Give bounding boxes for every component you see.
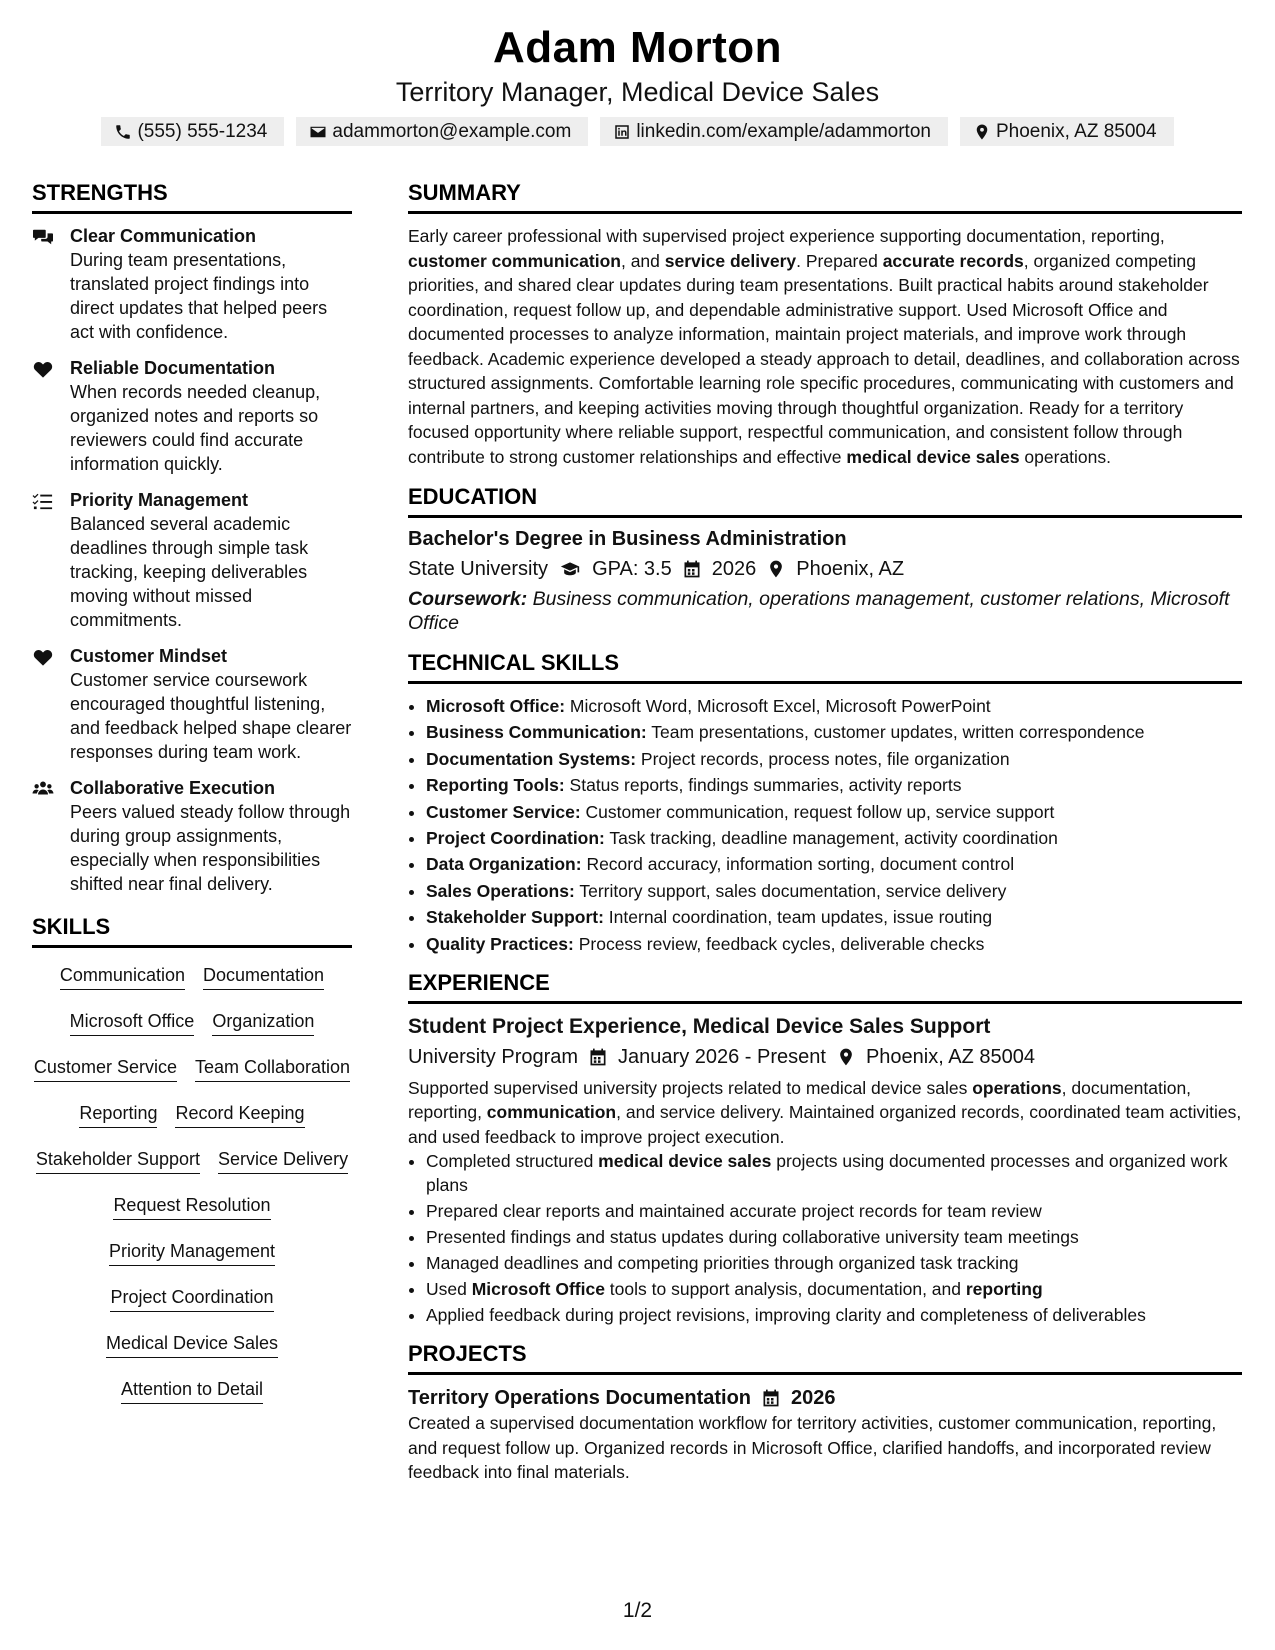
calendar-icon	[761, 1388, 781, 1408]
strength-title: Collaborative Execution	[70, 778, 276, 798]
skill-tag: Stakeholder Support	[36, 1148, 200, 1174]
experience-bullet	[426, 1303, 1242, 1327]
envelope-icon	[309, 123, 327, 141]
page-number: 1/2	[622, 1599, 653, 1622]
skill-tag: Communication	[60, 964, 185, 990]
intro-segment: Supported supervised university projects related to medical device sales	[408, 1077, 973, 1098]
chat-bubbles-icon	[32, 227, 54, 247]
skill-tag: Reporting	[79, 1102, 157, 1128]
technical-skill-text: Status reports, findings summaries, activity reports	[564, 775, 962, 796]
technical-skill-text: Record accuracy, information sorting, document control	[581, 854, 1015, 875]
technical-skill-label: Quality Practices:	[426, 933, 574, 954]
coursework-text: Business communication, operations management, customer relations, Microsoft Office	[408, 588, 1230, 634]
strength-title: Customer Mindset	[70, 646, 228, 666]
contact-linkedin[interactable]	[600, 117, 948, 146]
strength-item	[32, 776, 352, 896]
skills-heading: SKILLS	[32, 914, 352, 948]
skill-tag: Customer Service	[34, 1056, 177, 1082]
technical-skill-item	[426, 720, 1242, 744]
experience-bullets	[408, 1149, 1242, 1327]
intro-highlight: communication	[486, 1102, 617, 1123]
strength-title: Reliable Documentation	[70, 358, 276, 378]
coursework-label: Coursework:	[408, 588, 528, 610]
skill-tag: Microsoft Office	[70, 1010, 195, 1036]
left-column	[32, 180, 352, 1404]
skills-list	[32, 958, 352, 1404]
skill-tag: Documentation	[203, 964, 324, 990]
technical-skill-text: Internal coordination, team updates, issue routing	[603, 907, 993, 928]
education-meta	[408, 556, 1242, 582]
skill-tag: Team Collaboration	[195, 1056, 350, 1082]
summary-segment: . Prepared	[796, 250, 883, 271]
technical-skill-label: Documentation Systems:	[426, 748, 637, 769]
contact-email[interactable]	[296, 117, 588, 146]
skill-tag: Attention to Detail	[121, 1378, 263, 1404]
contact-phone	[101, 117, 284, 146]
strength-desc: When records needed cleanup, organized notes and reports so reviewers could find accurate information quickly.	[70, 382, 321, 474]
education-heading: EDUCATION	[408, 484, 1242, 518]
technical-skill-item	[426, 932, 1242, 956]
contact-linkedin-text[interactable]: linkedin.com/example/adammorton	[636, 121, 931, 142]
technical-skill-item	[426, 852, 1242, 876]
project-description: Created a supervised documentation workflow for territory activities, customer communication, reporting, and request follow up. Organized records in Microsoft Office, clarified handoffs, and incorporated review feedback into final materials.	[408, 1413, 1217, 1483]
technical-skill-text: Customer communication, request follow up, service support	[580, 801, 1055, 822]
summary-highlight: service delivery	[664, 250, 797, 271]
technical-skill-item	[426, 747, 1242, 771]
map-pin-icon	[766, 559, 786, 579]
project-name: Territory Operations Documentation	[408, 1387, 752, 1410]
summary-segment: operations.	[1019, 446, 1112, 467]
technical-skill-item	[426, 879, 1242, 903]
bullet-text: Used	[426, 1279, 472, 1300]
summary-highlight: accurate records	[882, 250, 1024, 271]
right-column	[408, 180, 1242, 1485]
graduation-year: 2026	[711, 558, 757, 580]
technical-skill-item	[426, 800, 1242, 824]
technical-skill-item	[426, 773, 1242, 797]
strength-title: Clear Communication	[70, 226, 257, 246]
summary-heading: SUMMARY	[408, 180, 1242, 214]
bullet-text: Prepared clear reports and maintained accurate project records for team review	[426, 1201, 1042, 1222]
bullet-text: Applied feedback during project revisions, improving clarity and completeness of deliverables	[426, 1305, 1146, 1326]
experience-bullet	[426, 1277, 1242, 1301]
technical-skill-text: Team presentations, customer updates, written correspondence	[646, 722, 1145, 743]
project-year: 2026	[791, 1387, 836, 1410]
bullet-highlight: Microsoft Office	[471, 1279, 605, 1300]
contact-bar	[0, 117, 1275, 146]
graduation-cap-icon	[558, 559, 582, 579]
bullet-text: projects using documented processes and organized work plans	[426, 1151, 1228, 1196]
technical-skill-label: Data Organization:	[426, 854, 582, 875]
bullet-text: Presented findings and status updates during collaborative university team meetings	[426, 1227, 1079, 1248]
contact-location-text: Phoenix, AZ 85004	[995, 121, 1157, 142]
intro-segment: , and service delivery. Maintained organized records, coordinated team activities, and used feedback to improve project execution.	[408, 1102, 1242, 1147]
experience-bullet	[426, 1149, 1242, 1197]
strength-item	[32, 224, 352, 344]
calendar-icon	[682, 559, 702, 579]
technical-skill-label: Sales Operations:	[426, 880, 575, 901]
intro-highlight: operations	[972, 1077, 1062, 1098]
experience-intro	[408, 1076, 1242, 1150]
job-title: Student Project Experience, Medical Device Sales Support	[408, 1014, 991, 1038]
technical-skill-label: Customer Service:	[426, 801, 581, 822]
summary-segment: Early career professional with supervised project experience supporting documentation, reporting,	[408, 226, 1165, 246]
resume-header	[0, 22, 1275, 146]
summary-segment: , and	[620, 250, 665, 271]
strengths-heading: STRENGTHS	[32, 180, 352, 214]
strength-desc: During team presentations, translated project findings into direct updates that helped peers act with confidence.	[70, 250, 328, 342]
projects-heading: PROJECTS	[408, 1341, 1242, 1375]
summary-highlight: medical device sales	[846, 446, 1020, 467]
technical-skill-text: Process review, feedback cycles, deliverable checks	[573, 933, 985, 954]
summary-highlight: customer communication	[408, 250, 621, 271]
strength-desc: Balanced several academic deadlines through simple task tracking, keeping deliverables moving without missed commitments.	[70, 514, 309, 630]
technical-skill-item	[426, 826, 1242, 850]
skill-tag: Organization	[212, 1010, 314, 1036]
technical-skill-text: Microsoft Word, Microsoft Excel, Microsoft PowerPoint	[565, 696, 991, 716]
technical-skill-label: Reporting Tools:	[426, 775, 565, 796]
strength-item	[32, 644, 352, 764]
linkedin-icon	[613, 123, 631, 141]
technical-skill-item	[426, 905, 1242, 929]
contact-location	[960, 117, 1174, 146]
technical-skill-label: Project Coordination:	[426, 827, 605, 848]
technical-skill-label: Stakeholder Support:	[426, 907, 604, 928]
strength-desc: Customer service coursework encouraged thoughtful listening, and feedback helped shape clearer responses during team work.	[70, 670, 352, 762]
experience-bullet	[426, 1199, 1242, 1223]
contact-email-text[interactable]: adammorton@example.com	[332, 121, 572, 142]
heart-icon	[32, 647, 54, 667]
job-location: Phoenix, AZ 85004	[865, 1045, 1035, 1068]
bullet-highlight: medical device sales	[598, 1151, 772, 1172]
strength-item	[32, 356, 352, 476]
gpa: GPA: 3.5	[592, 558, 672, 580]
skill-tag: Project Coordination	[110, 1286, 273, 1312]
skill-tag: Request Resolution	[113, 1194, 270, 1220]
job-dates: January 2026 - Present	[618, 1045, 826, 1068]
task-list-icon	[32, 491, 54, 511]
coursework	[408, 587, 1242, 635]
technical-skills-list	[408, 694, 1242, 956]
contact-phone-text: (555) 555-1234	[137, 121, 268, 142]
phone-icon	[114, 123, 132, 141]
skill-tag: Priority Management	[109, 1240, 275, 1266]
calendar-icon	[588, 1047, 608, 1067]
strength-item	[32, 488, 352, 632]
skill-tag: Medical Device Sales	[106, 1332, 278, 1358]
technical-skills-heading: TECHNICAL SKILLS	[408, 650, 1242, 684]
candidate-role: Territory Manager, Medical Device Sales	[395, 77, 880, 107]
skill-tag: Record Keeping	[175, 1102, 304, 1128]
employer: University Program	[408, 1045, 579, 1068]
intro-segment: , documentation, reporting,	[408, 1077, 1192, 1123]
project-title-row	[408, 1385, 1242, 1411]
strength-title: Priority Management	[70, 490, 249, 510]
experience-heading: EXPERIENCE	[408, 970, 1242, 1004]
technical-skill-text: Territory support, sales documentation, service delivery	[574, 880, 1007, 901]
technical-skill-text: Project records, process notes, file organization	[636, 748, 1010, 769]
bullet-text: Managed deadlines and competing priorities through organized task tracking	[426, 1253, 1019, 1274]
bullet-text: tools to support analysis, documentation, and	[604, 1279, 966, 1300]
technical-skill-label: Microsoft Office:	[426, 696, 566, 716]
degree-title: Bachelor's Degree in Business Administration	[408, 528, 847, 550]
candidate-name: Adam Morton	[492, 23, 783, 72]
map-pin-icon	[836, 1047, 856, 1067]
experience-meta	[408, 1044, 1242, 1070]
technical-skill-label: Business Communication:	[426, 722, 647, 743]
users-icon	[32, 779, 54, 799]
school-location: Phoenix, AZ	[796, 558, 905, 580]
technical-skill-item	[426, 694, 1242, 718]
bullet-text: Completed structured	[426, 1151, 599, 1172]
experience-bullet	[426, 1225, 1242, 1249]
map-pin-icon	[973, 123, 991, 141]
technical-skill-text: Task tracking, deadline management, activity coordination	[604, 827, 1058, 848]
bullet-highlight: reporting	[965, 1279, 1043, 1300]
summary-text	[408, 224, 1242, 469]
experience-bullet	[426, 1251, 1242, 1275]
heart-icon	[32, 359, 54, 379]
skill-tag: Service Delivery	[218, 1148, 348, 1174]
strength-desc: Peers valued steady follow through during group assignments, especially when responsibilities shifted near final delivery.	[70, 802, 351, 894]
summary-segment: , organized competing priorities, and shared clear updates during team presentations. Built practical habits around stakeholder coordination, request follow up, and dependable administrative support. Used Microsoft Office and documented processes to analyze information, maintain project materials, and improve work through feedback. Academic experience developed a steady approach to detail, deadlines, and collaboration across structured assignments. Comfortable learning role specific procedures, communicating with customers and internal partners, and keeping activities moving through thoughtful organization. Ready for a territory focused opportunity where reliable support, respectful communication, and consistent follow through contribute to strong customer relationships and effective	[408, 250, 1240, 467]
school-name: State University	[408, 558, 549, 580]
